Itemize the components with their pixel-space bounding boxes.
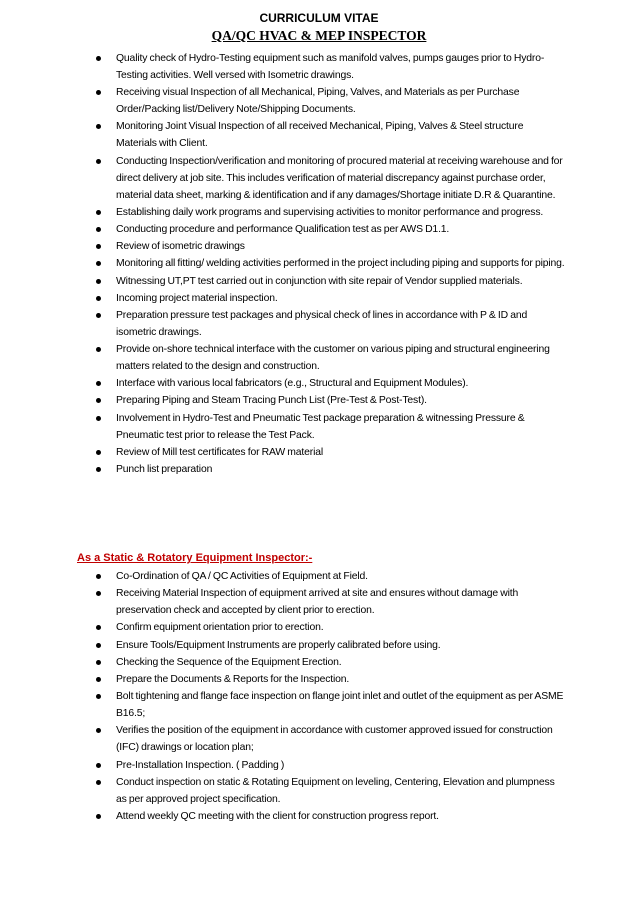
- inspector-item: Verifies the position of the equipment in accordance with customer approved issued for construction (IFC) drawings or location plan;: [96, 722, 566, 756]
- duty-item: Conducting procedure and performance Qualification test as per AWS D1.1.: [96, 221, 566, 238]
- duty-item: Incoming project material inspection.: [96, 290, 566, 307]
- duty-item: Receiving visual Inspection of all Mechanical, Piping, Valves, and Materials as per Purchase Order/Packing list/Delivery Note/Shipping Documents.: [96, 84, 566, 118]
- duty-item: Conducting Inspection/verification and monitoring of procured material at receiving warehouse and for direct delivery at job site. This includes verification of material discrepancy against purchase order, material data sheet, marking & identification and if any damages/Shortage initiate D.R & Quarantine.: [96, 153, 566, 204]
- duty-item: Preparation pressure test packages and physical check of lines in accordance with P & ID and isometric drawings.: [96, 307, 566, 341]
- duty-item: Monitoring all fitting/ welding activities performed in the project including piping and supports for piping.: [96, 255, 566, 272]
- duty-item: Punch list preparation: [96, 461, 566, 478]
- qa-qc-duties-list: [96, 50, 566, 478]
- inspector-item: Receiving Material Inspection of equipment arrived at site and ensures without damage with preservation check and accepted by client prior to erection.: [96, 585, 566, 619]
- duty-item: Preparing Piping and Steam Tracing Punch List (Pre-Test & Post-Test).: [96, 392, 566, 409]
- inspector-item: Confirm equipment orientation prior to erection.: [96, 619, 566, 636]
- inspector-item: Ensure Tools/Equipment Instruments are properly calibrated before using.: [96, 637, 566, 654]
- inspector-item: Bolt tightening and flange face inspection on flange joint inlet and outlet of the equipment as per ASME B16.5;: [96, 688, 566, 722]
- inspector-item: Conduct inspection on static & Rotating Equipment on leveling, Centering, Elevation and plumpness as per approved project specification.: [96, 774, 566, 808]
- cv-subtitle: QA/QC HVAC & MEP INSPECTOR: [211, 28, 427, 43]
- duty-item: Involvement in Hydro-Test and Pneumatic Test package preparation & witnessing Pressure & Pneumatic test prior to release the Test Pack.: [96, 410, 566, 444]
- duty-item: Review of Mill test certificates for RAW material: [96, 444, 566, 461]
- static-rotatory-heading: As a Static & Rotatory Equipment Inspector:-: [77, 552, 313, 564]
- duty-item: Monitoring Joint Visual Inspection of all received Mechanical, Piping, Valves & Steel structure Materials with Client.: [96, 118, 566, 152]
- duty-item: Interface with various local fabricators (e.g., Structural and Equipment Modules).: [96, 375, 566, 392]
- inspector-item: Checking the Sequence of the Equipment Erection.: [96, 654, 566, 671]
- inspector-item: Prepare the Documents & Reports for the Inspection.: [96, 671, 566, 688]
- duty-item: Provide on-shore technical interface with the customer on various piping and structural engineering matters related to the design and construction.: [96, 341, 566, 375]
- inspector-item: Attend weekly QC meeting with the client for construction progress report.: [96, 808, 566, 825]
- inspector-item: Pre-Installation Inspection. ( Padding ): [96, 757, 566, 774]
- duty-item: Review of isometric drawings: [96, 238, 566, 255]
- inspector-item: Co-Ordination of QA / QC Activities of Equipment at Field.: [96, 568, 566, 585]
- duty-item: Witnessing UT,PT test carried out in conjunction with site repair of Vendor supplied materials.: [96, 273, 566, 290]
- duty-item: Establishing daily work programs and supervising activities to monitor performance and progress.: [96, 204, 566, 221]
- cv-title: CURRICULUM VITAE: [259, 11, 379, 25]
- static-rotatory-list: [96, 568, 566, 825]
- duty-item: Quality check of Hydro-Testing equipment such as manifold valves, pumps gauges prior to Hydro-Testing activities. Well versed with Isometric drawings.: [96, 50, 566, 84]
